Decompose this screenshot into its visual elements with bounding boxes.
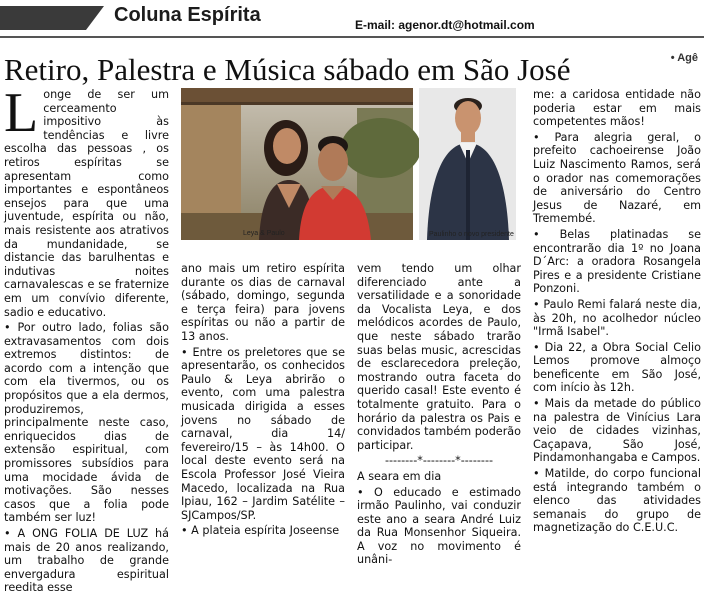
headline: Retiro, Palestra e Música sábado em São José [4,52,571,87]
paragraph: • Paulo Remi falará neste dia, às 20h, no acolhedor núcleo "Irmã Isabel". [533,297,701,339]
paragraph: • O educado e estimado irmão Paulinho, vai conduzir este ano a seara André Luiz da Rua Monsenhor Siqueira. A voz no movimento é unâni- [357,485,521,567]
paragraph: • Matilde, do corpo funcional está integrando também o elenco das atividades semanais do grupo de magnetização do C.E.U.C. [533,467,701,535]
column-1 [4,82,169,595]
column-4 [533,88,701,538]
paragraph: • A ONG FOLIA DE LUZ há mais de 20 anos realizando, um trabalho de grande envergadura espiritual reedita esse [4,527,169,595]
photo-paulinho [419,88,516,240]
email-address: E-mail: agenor.dt@hotmail.com [355,18,535,32]
lead-paragraph [4,82,169,319]
paragraph: vem tendo um olhar diferenciado ante a versatilidade e a sonoridade da Vocalista Leya, e dos melódicos acordes de Paulo, que neste sábado trarão suas belas music, acrescidas de esclarecedora preleção, mostrando outra faceta do querido casal! Este evento é totalmente gratuito. Para o horário da palestra os Pais e convidados também poderão participar. [357,262,521,452]
lead-text: onge de ser um cerceamento impositivo às tendências e livre escolha das pessoas , os retiros espíritas se apresentam como importantes e espontâneos ensejos para que uma juventude, espírita ou não, mais resistente aos atrativos da mundanidade, se distancie das barulhentas e indutivas noites carnavalescas e se fraternize em um convívio diferente, sadio e educativo. [4,88,169,319]
section-title: Coluna Espírita [114,4,261,26]
header-notch [86,6,104,30]
separator: --------*--------*-------- [384,454,494,468]
paragraph: • Por outro lado, folias são extravasamentos com dois extremos distintos: de acordo com a intenção que com ela tivermos, ou os propósitos que a ela dermos, produziremos, principalmente neste caso, enriquecidos dias de extensão espiritual, com promissores subsídios para uma mocidade ávida de motivações. São nesses casos que a folia pode também ser luz! [4,321,169,525]
paragraph: • Dia 22, a Obra Social Celio Lemos promove almoço beneficente em São José, com início às 12h. [533,340,701,395]
paragraph: me: a caridosa entidade não poderia estar em mais competentes mãos! [533,88,701,129]
column-header [0,0,704,36]
paragraph: ano mais um retiro espírita durante os dias de carnaval (sábado, domingo, segunda e terça feira) para jovens espíritas ou não a partir de 13 anos. [181,262,345,343]
photo-caption: Paulinho o novo presidente [429,231,514,238]
paragraph: • A plateia espírita Joseense [181,524,340,538]
header-rule [0,36,704,38]
paragraph: • Mais da metade do público na palestra de Vinícius Lara veio de cidades vizinhas, Caçapava, São José, Pindamonhangaba e Campos. [533,397,701,465]
photo-caption: Leya & Paulo [243,230,285,237]
drop-cap: L [4,82,39,144]
column-2 [181,262,345,538]
paragraph: • Belas platinadas se encontrarão dia 1º no Joana D´Arc: a oradora Rosangela Pires e a presidente Cristiane Ponzoni. [533,227,701,296]
photo-leya-paulo [181,88,413,240]
paragraph: • Entre os preletores que se apresentarão, os conhecidos Paulo & Leya abrirão o evento, com uma palestra musicada dirigida a esses jovens no sábado de carnaval, dia 14/ fevereiro/15 – às 14h00. O local deste evento será na Escola Professor José Vieira Macedo, localizada na Rua Ipiau, 162 – Jardim Satélite – SJCampos/SP. [181,345,345,522]
column-3 [357,262,521,567]
author-signature: • Agê [670,52,698,64]
paragraph: • Para alegria geral, o prefeito cachoeirense João Luiz Nascimento Ramos, será o orador nas comemorações de aniversário do Centro Jesus de Nazaré, em Tremembé. [533,130,701,226]
header-block [0,6,86,30]
subheading: A seara em dia [357,469,442,483]
